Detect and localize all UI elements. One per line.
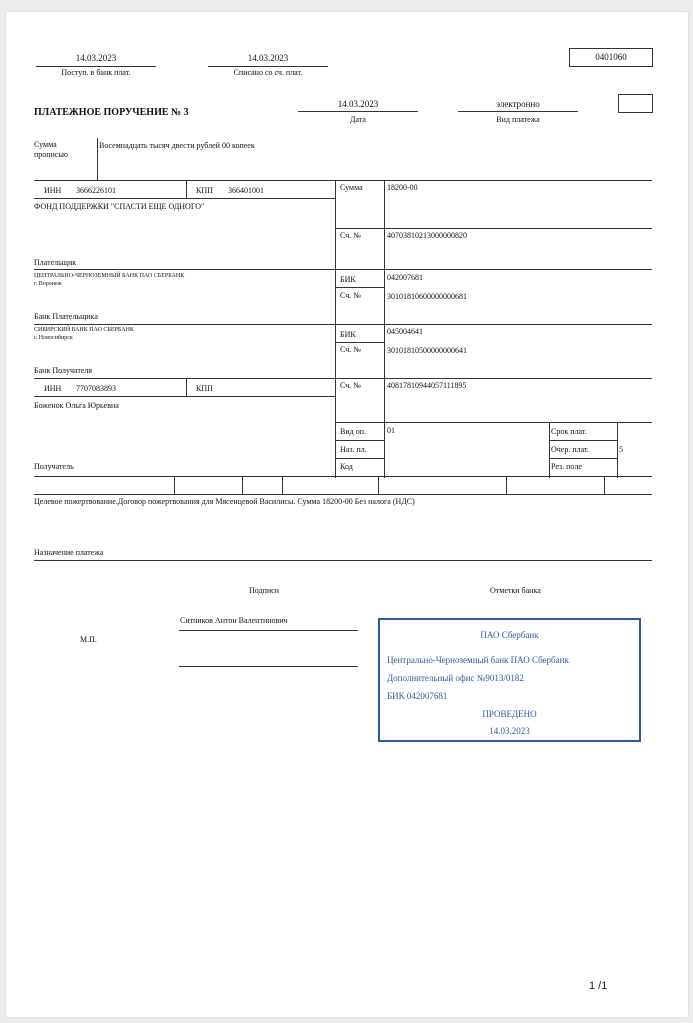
amount-label: Сумма [340,183,363,192]
order-label: Очер. плат. [551,445,589,454]
payee-bank-bik-label: БИК [340,330,356,339]
payee-bank-acc-label: Сч. № [340,345,361,354]
code-label: Код [340,462,353,471]
purpose-code-label: Наз. пл. [340,445,367,454]
payment-order-page [6,12,688,1017]
payer-account: 40703810213000000820 [387,231,467,240]
signer-name: Ситников Антон Валентинович [180,616,288,625]
payer-bank-city: г. Воронеж [34,281,62,287]
op-type-label: Вид оп. [340,427,366,436]
payee-bank-acc: 30101810500000000641 [387,346,467,355]
payee-acc-label: Сч. № [340,381,361,390]
payer-bank-bik-label: БИК [340,275,356,284]
stamp-place-label: М.П. [80,635,97,644]
reserve-label: Рез. поле [551,462,582,471]
op-type: 01 [387,426,395,435]
amount-words-label: Сумма [34,140,57,149]
stamp-office: Дополнительный офис №9013/0182 [387,673,524,683]
stamp-bank: ПАО Сбербанк [480,630,539,640]
payee-name: Боженок Ольга Юрьевна [34,401,119,410]
stamp-status: ПРОВЕДЕНО [482,709,537,719]
amount-words-label-2: прописью [34,150,69,159]
bank-marks-label: Отметки банка [490,586,541,595]
payer-section-label: Плательщик [34,258,77,267]
payee-section-label: Получатель [34,462,74,471]
stamp-date: 14.03.2023 [489,726,530,736]
due-label: Срок плат. [551,427,587,436]
payer-bank-section-label: Банк Плательщика [34,312,98,321]
date-debited-label: Списано со сч. плат. [233,68,303,77]
bank-stamp [378,618,641,742]
payer-bank-bik: 042007681 [387,273,423,282]
payer-name: ФОНД ПОДДЕРЖКИ "СПАСТИ ЕЩЕ ОДНОГО" [34,202,205,211]
payment-purpose: Целевое пожертвование.Договор пожертвования для Мясенцевой Василисы. Сумма 18200-00 Без налога (НДС) [34,497,415,506]
order-value: 5 [619,445,623,454]
purpose-label: Назначение платежа [34,548,104,557]
payee-bank-city: г. Новосибирск [34,335,73,341]
payer-kpp-label: КПП [196,186,213,195]
payee-inn: 7707083893 [76,384,116,393]
page-indicator: 1 /1 [589,980,608,992]
stamp-bik: БИК 042007681 [387,691,448,701]
payee-bank-name: СИБИРСКИЙ БАНК ПАО СБЕРБАНК [34,327,134,333]
payer-kpp: 366401001 [228,186,264,195]
signatures-label: Подписи [249,586,280,595]
payee-kpp-label: КПП [196,384,213,393]
payer-bank-name: ЦЕНТРАЛЬНО-ЧЕРНОЗЕМНЫЙ БАНК ПАО СБЕРБАНК [34,273,185,279]
payer-bank-acc-label: Сч. № [340,291,361,300]
payee-acc: 40817810944057111895 [387,381,467,390]
document-date: 14.03.2023 [337,99,379,109]
stamp-division: Центрально-Черноземный банк ПАО Сбербанк [387,655,569,665]
empty-field-box [618,94,653,113]
date-received-label: Поступ. в банк плат. [61,68,131,77]
payer-bank-acc: 30101810600000000681 [387,292,467,301]
payee-inn-label: ИНН [44,384,62,393]
payment-type-label: Вид платежа [496,115,540,124]
document-title: ПЛАТЕЖНОЕ ПОРУЧЕНИЕ № 3 [34,107,189,118]
payee-bank-bik: 045004641 [387,327,423,336]
payer-account-label: Сч. № [340,231,361,240]
document-date-label: Дата [350,115,366,124]
payer-inn: 3666226101 [76,186,116,195]
amount-value: 18200-00 [387,183,418,192]
payer-inn-label: ИНН [44,186,62,195]
form-code: 0401060 [595,52,627,62]
date-debited: 14.03.2023 [247,53,289,63]
payment-type: электронно [496,99,540,109]
payee-bank-section-label: Банк Получателя [34,366,93,375]
date-received: 14.03.2023 [75,53,117,63]
amount-words: Восемнадцать тысяч двести рублей 00 копеек [99,141,255,150]
